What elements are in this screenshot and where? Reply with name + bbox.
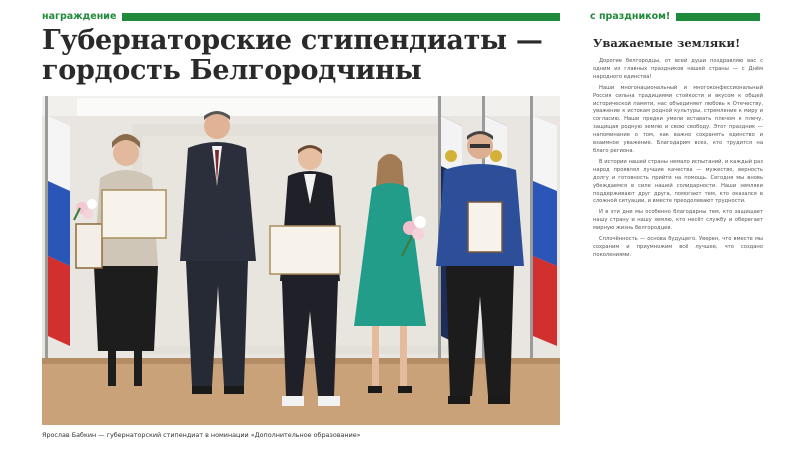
right-rubric-bar [676, 13, 760, 21]
greeting-paragraph: В истории нашей страны немало испытаний, и каждый раз народ проявлял лучшие качества — мужество, верность долгу и готовность прийти на помощь. Сегодня мы вновь убеждаемся в силе нашей солидарности. Наши земляки поддерживают друг друга, помогают тем, кто оказался в сложной ситуации, и вместе преодолевают трудности. [593, 158, 763, 205]
right-rubric [590, 12, 760, 22]
left-rubric-bar [122, 13, 560, 21]
headline-line-1: Губернаторские стипендиаты — [42, 25, 543, 56]
greeting-body [593, 58, 763, 260]
greeting-title: Уважаемые земляки! [593, 36, 741, 50]
right-rubric-label: с праздником! [590, 12, 676, 22]
left-rubric-label: награждение [42, 12, 122, 22]
greeting-paragraph: Сплочённость — основа будущего. Уверен, что вместе мы сохраним и приумножим всё лучшее, что создано поколениями. [593, 236, 763, 258]
greeting-paragraph: И в эти дни мы особенно благодарны тем, кто защищает нашу страну и нашу землю, кто несёт службу и оберегает мирную жизнь белгородцев. [593, 209, 763, 232]
headline-line-2: гордость Белгородчины [42, 55, 422, 86]
greeting-column [593, 36, 763, 263]
greeting-paragraph: Наши многонациональный и многоконфессиональный Россия сильна традициями стойкости и вкусом к общей исторической памяти, нас объединяет любовь к Отечеству, уважение к истокам родной культуры, стремление к миру и согласию. Наши предки умели вставать плечом к плечу, защищая родную землю и свою свободу. Этот праздник — напоминание о том, как важно сохранять единство и взаимное уважение. Благодарим всех, кто трудится на благо региона. [593, 84, 763, 154]
photo-illustration [42, 96, 560, 425]
article-headline [42, 26, 562, 86]
photo-caption: Ярослав Бабкин — губернаторский стипендиат в номинации «Дополнительное образование» [42, 431, 361, 439]
greeting-paragraph: Дорогие белгородцы, от всей души поздравляю вас с одним из главных праздников нашей страны — с Днём народного единства! [593, 58, 763, 80]
award-ceremony-photo [42, 96, 560, 425]
left-rubric [42, 12, 560, 22]
